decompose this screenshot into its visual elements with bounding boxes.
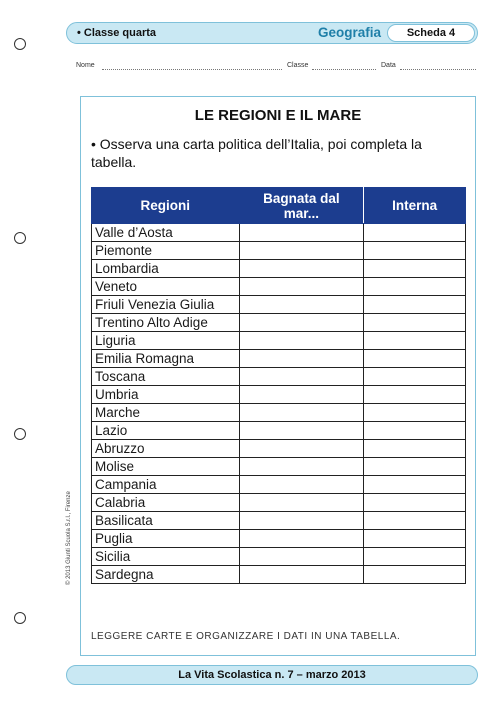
name-label: Nome	[76, 62, 95, 69]
region-name-cell: Lombardia	[92, 260, 240, 278]
class-line[interactable]	[312, 69, 376, 70]
interna-answer-cell[interactable]	[364, 368, 466, 386]
col-header-bagnata: Bagnata dal mar...	[239, 188, 364, 224]
bagnata-answer-cell[interactable]	[239, 530, 364, 548]
bagnata-answer-cell[interactable]	[239, 332, 364, 350]
student-fields	[76, 62, 476, 74]
bagnata-answer-cell[interactable]	[239, 494, 364, 512]
region-name-cell: Sicilia	[92, 548, 240, 566]
region-name-cell: Calabria	[92, 494, 240, 512]
bagnata-answer-cell[interactable]	[239, 278, 364, 296]
table-row	[92, 224, 466, 242]
interna-answer-cell[interactable]	[364, 494, 466, 512]
interna-answer-cell[interactable]	[364, 476, 466, 494]
table-row	[92, 296, 466, 314]
regions-table-body	[92, 224, 466, 584]
interna-answer-cell[interactable]	[364, 386, 466, 404]
table-row	[92, 404, 466, 422]
interna-answer-cell[interactable]	[364, 350, 466, 368]
bagnata-answer-cell[interactable]	[239, 422, 364, 440]
interna-answer-cell[interactable]	[364, 242, 466, 260]
table-row	[92, 530, 466, 548]
bagnata-answer-cell[interactable]	[239, 242, 364, 260]
table-row	[92, 314, 466, 332]
bagnata-answer-cell[interactable]	[239, 314, 364, 332]
bagnata-answer-cell[interactable]	[239, 368, 364, 386]
binder-hole-3	[14, 428, 26, 440]
region-name-cell: Campania	[92, 476, 240, 494]
bagnata-answer-cell[interactable]	[239, 224, 364, 242]
col-header-interna: Interna	[364, 188, 466, 224]
region-name-cell: Lazio	[92, 422, 240, 440]
region-name-cell: Friuli Venezia Giulia	[92, 296, 240, 314]
table-row	[92, 548, 466, 566]
worksheet-title: LE REGIONI E IL MARE	[194, 107, 362, 124]
interna-answer-cell[interactable]	[364, 404, 466, 422]
interna-answer-cell[interactable]	[364, 530, 466, 548]
region-name-cell: Abruzzo	[92, 440, 240, 458]
bagnata-answer-cell[interactable]	[239, 350, 364, 368]
footer-band: La Vita Scolastica n. 7 – marzo 2013	[66, 665, 478, 685]
table-row	[92, 458, 466, 476]
table-row	[92, 260, 466, 278]
bagnata-answer-cell[interactable]	[239, 476, 364, 494]
learning-objective: LEGGERE CARTE E ORGANIZZARE I DATI IN UNA TABELLA.	[91, 631, 401, 642]
subject-label: Geografia	[317, 25, 381, 40]
bagnata-answer-cell[interactable]	[239, 260, 364, 278]
interna-answer-cell[interactable]	[364, 296, 466, 314]
interna-answer-cell[interactable]	[364, 224, 466, 242]
header-band	[66, 22, 478, 44]
class-label: • Classe quarta	[77, 27, 157, 39]
table-row	[92, 332, 466, 350]
table-row	[92, 512, 466, 530]
region-name-cell: Liguria	[92, 332, 240, 350]
table-row	[92, 278, 466, 296]
region-name-cell: Veneto	[92, 278, 240, 296]
region-name-cell: Valle d’Aosta	[92, 224, 240, 242]
table-row	[92, 422, 466, 440]
region-name-cell: Sardegna	[92, 566, 240, 584]
region-name-cell: Umbria	[92, 386, 240, 404]
interna-answer-cell[interactable]	[364, 332, 466, 350]
interna-answer-cell[interactable]	[364, 566, 466, 584]
table-row	[92, 386, 466, 404]
binder-hole-1	[14, 38, 26, 50]
table-header-row	[92, 188, 466, 224]
interna-answer-cell[interactable]	[364, 512, 466, 530]
name-line[interactable]	[102, 69, 282, 70]
table-row	[92, 476, 466, 494]
interna-answer-cell[interactable]	[364, 422, 466, 440]
region-name-cell: Puglia	[92, 530, 240, 548]
worksheet-card	[80, 96, 476, 656]
bagnata-answer-cell[interactable]	[239, 404, 364, 422]
date-line[interactable]	[400, 69, 476, 70]
interna-answer-cell[interactable]	[364, 314, 466, 332]
interna-answer-cell[interactable]	[364, 278, 466, 296]
table-row	[92, 242, 466, 260]
region-name-cell: Marche	[92, 404, 240, 422]
bagnata-answer-cell[interactable]	[239, 512, 364, 530]
class-field-label: Classe	[287, 62, 309, 69]
binder-hole-2	[14, 232, 26, 244]
region-name-cell: Molise	[92, 458, 240, 476]
binder-hole-4	[14, 612, 26, 624]
interna-answer-cell[interactable]	[364, 440, 466, 458]
region-name-cell: Toscana	[92, 368, 240, 386]
table-row	[92, 440, 466, 458]
bagnata-answer-cell[interactable]	[239, 386, 364, 404]
copyright-credit: © 2013 Giunti Scuola S.r.l., Firenze	[66, 491, 72, 585]
bagnata-answer-cell[interactable]	[239, 296, 364, 314]
interna-answer-cell[interactable]	[364, 548, 466, 566]
interna-answer-cell[interactable]	[364, 458, 466, 476]
bagnata-answer-cell[interactable]	[239, 440, 364, 458]
instruction-text: • Osserva una carta politica dell’Italia, poi completa la tabella.	[91, 136, 422, 170]
bagnata-answer-cell[interactable]	[239, 566, 364, 584]
col-header-regioni: Regioni	[92, 188, 240, 224]
region-name-cell: Basilicata	[92, 512, 240, 530]
bagnata-answer-cell[interactable]	[239, 458, 364, 476]
table-row	[92, 494, 466, 512]
regions-table	[91, 187, 466, 584]
region-name-cell: Trentino Alto Adige	[92, 314, 240, 332]
sheet-badge: Scheda 4	[387, 24, 475, 42]
interna-answer-cell[interactable]	[364, 260, 466, 278]
date-label: Data	[381, 62, 396, 69]
table-row	[92, 566, 466, 584]
table-row	[92, 368, 466, 386]
region-name-cell: Piemonte	[92, 242, 240, 260]
region-name-cell: Emilia Romagna	[92, 350, 240, 368]
table-row	[92, 350, 466, 368]
bagnata-answer-cell[interactable]	[239, 548, 364, 566]
